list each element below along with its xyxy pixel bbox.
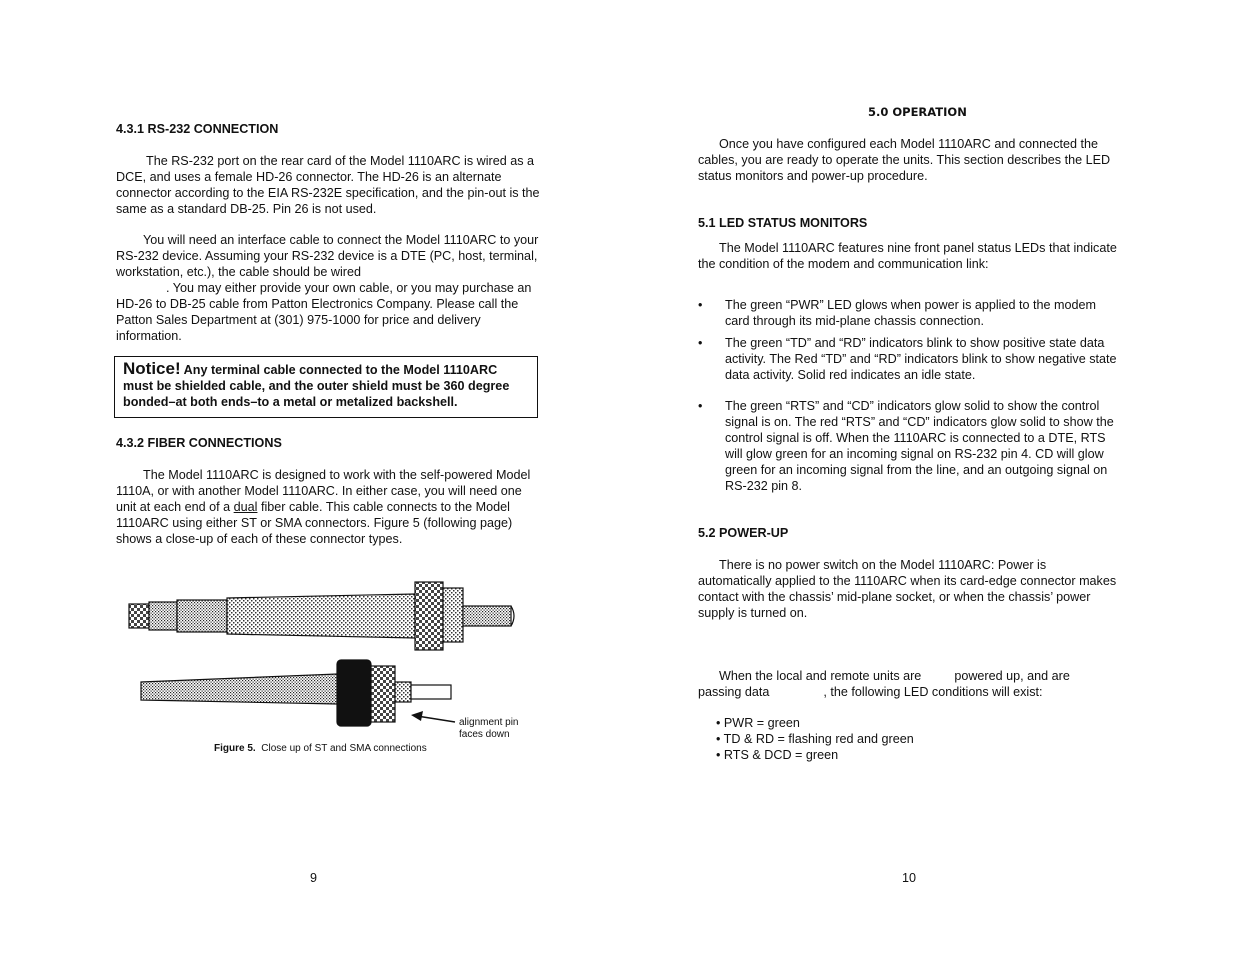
led-bullet-rts-cd — [698, 398, 1123, 494]
figure-note — [459, 717, 518, 741]
sma-connector — [141, 660, 451, 726]
led-bullet-pwr — [698, 297, 1123, 329]
notice-title: Notice! — [123, 359, 181, 378]
power-up-paragraph-2-a: When the local and remote units are — [719, 669, 922, 683]
led-bullet-pwr-text: The green “PWR” LED glows when power is applied to the modem card through its mid-plane chassis connection. — [725, 298, 1096, 328]
figure-note-line-1: alignment pin — [459, 717, 519, 728]
led-condition-td-rd: • TD & RD = flashing red and green — [716, 732, 914, 746]
operation-paragraph: Once you have configured each Model 1110ARC and connected the cables, you are ready to operate the units. This section describes the LED status monitors and power-up procedure. — [698, 137, 1111, 183]
bullet-dot-2: • — [698, 336, 703, 350]
led-condition-pwr: • PWR = green — [716, 716, 800, 730]
led-conditions-list — [716, 715, 914, 763]
bullet-dot-1: • — [698, 298, 703, 312]
figure-label: Figure 5. — [214, 743, 256, 754]
section-heading-5-2: 5.2 POWER-UP — [698, 526, 789, 540]
figure-caption-text: Close up of ST and SMA connections — [261, 743, 427, 754]
led-bullet-td-rd — [698, 335, 1123, 383]
power-up-paragraph-2-c: passing data — [698, 685, 770, 699]
section-heading-4-3-1: 4.3.1 RS-232 CONNECTION — [116, 122, 279, 136]
rs232-paragraph-2 — [116, 232, 541, 344]
connector-figure — [125, 578, 530, 738]
rs232-paragraph-2-part-b: . You may either provide your own cable, or you may purchase an HD-26 to DB-25 cable from Patton Electronics Company. Please call the Patton Sales Department at (301) 975-1000 for price and delivery information. — [116, 281, 532, 343]
figure-note-line-2: faces down — [459, 729, 510, 740]
page-number-left: 9 — [310, 871, 318, 885]
bullet-dot-3: • — [698, 399, 703, 413]
power-up-paragraph-2-d: , the following LED conditions will exist: — [823, 685, 1043, 699]
led-monitors-paragraph: The Model 1110ARC features nine front panel status LEDs that indicate the condition of the modem and communication link: — [698, 241, 1117, 271]
fiber-paragraph — [116, 467, 541, 547]
section-heading-5-1: 5.1 LED STATUS MONITORS — [698, 216, 868, 230]
led-bullet-rts-cd-text: The green “RTS” and “CD” indicators glow solid to show the control signal is on. The red “RTS” and “CD” indicators glow solid to show the control signal is off. When the 1110ARC is connected to a DTE, RTS will glow green for an incoming signal on RS-232 pin 4. CD will glow green for an incoming signal from the line, and an outgoing signal on RS-232 pin 8. — [725, 399, 1114, 493]
alignment-pin-arrow — [411, 711, 455, 722]
section-heading-5-0: 5.0 OPERATION — [868, 105, 967, 119]
section-heading-4-3-2: 4.3.2 FIBER CONNECTIONS — [116, 436, 282, 450]
notice-text: Any terminal cable connected to the Model 1110ARC must be shielded cable, and the outer shield must be 360 degree bonded–at both ends–to a metal or metalized backshell. — [123, 363, 510, 409]
power-up-paragraph-2 — [698, 668, 1123, 700]
notice-box — [114, 356, 538, 418]
page-number-right: 10 — [902, 871, 917, 885]
led-bullet-td-rd-text: The green “TD” and “RD” indicators blink to show positive state data activity. The Red “TD” and “RD” indicators blink to show negative state data activity. Solid red indicates an idle state. — [725, 336, 1117, 382]
fiber-paragraph-underlined: dual — [233, 500, 258, 514]
fiber-paragraph-part-a: The Model 1110ARC is designed to work with the self-powered Model 1110A, or with another Model 1110ARC. In either case, you will need one unit at each end of a — [116, 468, 531, 514]
st-connector — [129, 582, 514, 650]
fiber-paragraph-part-b: fiber cable. This cable connects to the Model 1110ARC using either ST or SMA connectors. Figure 5 (following page) shows a close-up of each of these connector types. — [116, 500, 513, 546]
power-up-paragraph-1: There is no power switch on the Model 1110ARC: Power is automatically applied to the 1110ARC when its card-edge connector makes contact with the chassis’ mid-plane socket, or when the chassis’ power supply is turned on. — [698, 558, 1117, 620]
rs232-paragraph-1: The RS-232 port on the rear card of the Model 1110ARC is wired as a DCE, and uses a female HD-26 connector. The HD-26 is an alternate connector according to the EIA RS-232E specification, and the pin-out is the same as a standard DB-25. Pin 26 is not used. — [116, 154, 540, 216]
figure-caption — [214, 741, 427, 757]
led-condition-rts-dcd: • RTS & DCD = green — [716, 748, 839, 762]
power-up-paragraph-2-b: powered up, and are — [954, 669, 1070, 683]
rs232-paragraph-2-part-a: You will need an interface cable to connect the Model 1110ARC to your RS-232 device. Assuming your RS-232 device is a DTE (PC, host, terminal, workstation, etc.), the cable should be wired — [116, 233, 539, 279]
